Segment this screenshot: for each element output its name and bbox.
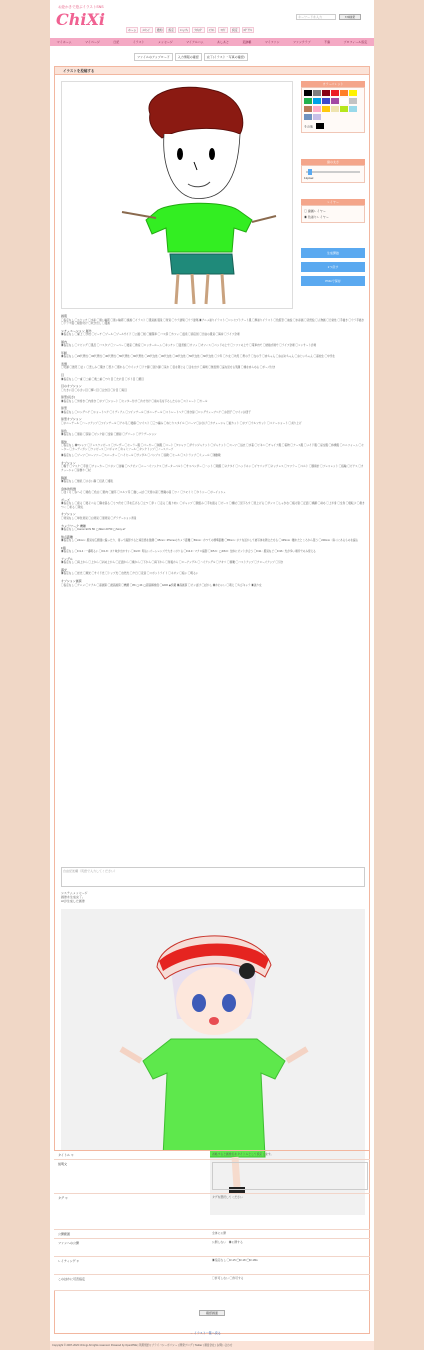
upload-steps: [134, 53, 248, 61]
subnav-config[interactable]: 設定: [231, 28, 238, 32]
option-group: [61, 314, 365, 326]
layer-line-radio[interactable]: ◯ 線画レイヤー: [304, 209, 326, 213]
subnav-notice[interactable]: 通知: [156, 28, 163, 32]
drawing-canvas[interactable]: [61, 81, 293, 309]
public-label: 公開範囲: [54, 1230, 210, 1238]
option-group: [61, 498, 365, 510]
public-select[interactable]: 全体に公開: [212, 1231, 226, 1235]
option-radio-list[interactable]: ◯指定なし ◯スケッチ ◯水彩 ◯黒い輪郭 ◯黒い輪郭 ◯線画 ◯イラスト ◯風景画 風景 ◯背景 ◯ウラ建築 ◯ウラ建築 ◉アニメ塗りイラスト ◯コンセプトアート風 ◯厚塗りイラスト ◯色鉛筆 ◯油絵 ◯水彩画 ◯突然絵 ◯人物画 ◯日常性 ◯手描き ◯ウラ手描き ◯ドラマ風 ◯陰影付け ◯吹き出し ◯漫画: [61, 318, 365, 326]
post-panel: [54, 66, 370, 1334]
color-swatch[interactable]: [304, 106, 312, 112]
palette-title: カラーパレット: [301, 81, 365, 87]
generate-button[interactable]: 生成開始: [301, 248, 365, 258]
description-cell: [210, 1160, 370, 1193]
option-radio-list[interactable]: ◉指定なし ◯24mm : 風景を広範囲に撮ったり、寄って撮影すると遠近感を強調 ◯35mm : iPhoneのカメラ距離 ◯50mm : かつての標準距離 ◯85mm : ボケを活かして被写体を際立たせる ◯135mm : 離れたところから狙う ◯200mm : 遠くにあるものを撮る: [61, 539, 359, 543]
nav-fanclub[interactable]: ファンクラブ: [292, 40, 311, 44]
logo-subtitle: お絵かきで遊ぶイラストSNS: [58, 5, 104, 9]
option-group-title: 屋内: [61, 339, 68, 344]
nav-mypage[interactable]: マイページ: [84, 40, 100, 44]
subnav-settings[interactable]: 設定: [168, 28, 175, 32]
option-group: [61, 395, 365, 403]
description-row: [54, 1160, 370, 1194]
nav-myfan[interactable]: マイファン: [264, 40, 280, 44]
system-message: [61, 891, 88, 903]
nav-footbook[interactable]: 足跡帳: [242, 40, 252, 44]
option-group: [61, 524, 365, 532]
nav-report[interactable]: 不審: [324, 40, 331, 44]
palette-other[interactable]: [304, 123, 362, 130]
undo-button[interactable]: 1つ戻す: [301, 262, 365, 272]
nav-myhome[interactable]: マイホーム: [56, 40, 72, 44]
color-swatch[interactable]: [313, 106, 321, 112]
option-radio-list[interactable]: ◉指定なし ◯一重 ◯二重 ◯奥二重 ◯つり目 ◯たれ目 ◯ジト目 ◯細目: [61, 377, 144, 381]
option-group: [61, 429, 365, 437]
rating-radio[interactable]: ◉指定なし ◯R-15 ◯R-18 ◯R-18G: [212, 1258, 258, 1262]
layer-title: レイヤー: [301, 199, 365, 205]
search-input[interactable]: キーワードを入力: [296, 14, 336, 20]
free-text-input[interactable]: 自由記述欄（英語で入力してください）: [61, 867, 365, 887]
header: [50, 0, 374, 38]
fan-label: ファンへの公開: [54, 1239, 210, 1256]
title-label: タイトル ＊: [54, 1151, 210, 1159]
color-swatch[interactable]: [349, 106, 357, 112]
option-group-title: アングル: [61, 556, 73, 561]
action-buttons: [301, 248, 365, 290]
option-group-title: 露光: [61, 567, 68, 572]
option-radio-list[interactable]: ◉指定なし ◯座る ◯寝そべる ◯胸を張る ◯うつ伏せ ◯手を広げる ◯立つ ◯歩く ◯走る ◯振り向く ◯ジャンプ ◯腕組み ◯手を振る ◯ピース ◯頬杖 ◯見下ろす ◯見上げる ◯ダンス ◯しゃがむ ◯後ろ姿 ◯正面 ◯横顔 ◯斜め ◯上半身 ◯全身 ◯寝転ぶ ◯抱きつく ◯祈る ◯敬礼: [61, 502, 365, 509]
tag-label: タグ ＊: [54, 1194, 210, 1229]
description-textarea[interactable]: [212, 1162, 368, 1190]
option-group: [61, 329, 365, 337]
option-group-title: 焦点距離: [61, 534, 74, 539]
ai-image-label: AIが生成した画像: [61, 899, 85, 903]
option-group-title: 服装: [61, 439, 68, 444]
option-group-title: オプション: [61, 512, 76, 517]
site-logo[interactable]: ChiXi: [56, 10, 105, 29]
nav-footprints[interactable]: あしあと: [216, 40, 229, 44]
line-width-value: 11pixel: [304, 176, 314, 180]
option-group: [61, 557, 365, 565]
cc-radio[interactable]: ◯許可しない ◯許可する: [212, 1276, 244, 1280]
option-group: [61, 340, 365, 348]
option-group: [61, 440, 365, 452]
option-radio-list[interactable]: ◉指定なし ◯Canon EOS 5D ◯Nikon D750 ◯Sony a7: [61, 528, 126, 532]
post-form: [54, 1150, 370, 1291]
nav-album[interactable]: マイアルバム: [186, 40, 204, 44]
option-group-title: ポーズ: [61, 497, 70, 502]
color-swatch[interactable]: [322, 98, 330, 104]
step-confirm: 入力情報の確認: [175, 53, 202, 61]
palette-other-label: その他: [304, 124, 314, 129]
option-group: [61, 373, 365, 381]
option-radio-list[interactable]: ◉指定なし ◯F/1.4 : 一番明るい ◯F/1.8 : ボケ味が出やすい ◯F/2.8 : 明るいズームレンズで大きくボケる ◯F/4.0 : マクロ撮影 ◯F/5.6 : ◯F/8.0 : 全体にピントが合う ◯F/11 : 風景など ◯F/16 : 光が多い場所でのみ使える: [61, 550, 316, 554]
option-radio-list[interactable]: ◉指定なし ◯真上から ◯上から ◯斜め上から ◯正面から ◯横から ◯下から ◯真下から ◯背後から ◯ローアングル ◯ハイアングル ◯アオリ ◯俯瞰 ◯バストアップ ◯クローズアップ ◯引き: [61, 561, 284, 565]
option-radio-list[interactable]: ◉指定なし ◯外巻き ◯内巻き ◯ボブ ◯ショート ◯センター分け ◯片方分け ◯前の毛を下ろしたもの ◯ストレート ◯カール: [61, 399, 208, 403]
option-group-title: 胸囲: [61, 475, 68, 480]
option-group-title: 髪色: [61, 428, 68, 433]
color-swatch[interactable]: [322, 90, 330, 96]
option-group-title: 髪型: [61, 406, 68, 411]
option-group: [61, 351, 365, 359]
option-radio-list[interactable]: ◉指定なし ◯屋上 ◯学校 ◯ビーチ ◯プール ◯プールサイド ◯公園 ◯街 ◯観覧車 ◯バス停 ◯カフェ ◯温泉 ◯商店街 ◯田舎の風景 ◯海岸 ◯ライブ会場: [61, 333, 240, 337]
page: [50, 0, 374, 1350]
option-radio-list[interactable]: ◉指定なし ◯リビング ◯風呂 ◯バスタブ ◯ソーベー ◯寝室 ◯教室 ◯ロッカールーム ◯キッチン ◯図書館 ◯カフェ ◯オフィス ◯ベッドの上で ◯ソファの上で ◯電車内で ◯結婚式場で ◯ライブ会場 ◯コンサート会場: [61, 344, 317, 348]
subnav-ranking[interactable]: ﾗﾝｷﾝｸﾞ: [194, 28, 203, 32]
nav-profile[interactable]: プロフィール設定: [343, 40, 368, 44]
step-complete: 完了(イラスト・写真の確認): [204, 53, 248, 61]
option-group: [61, 417, 365, 425]
option-radio-list[interactable]: ◯背景なし ◯単色背景 ◯白背景 ◯黒背景 ◯グラデーション背景: [61, 516, 137, 520]
option-radio-list[interactable]: ◯ボニーテール ◯ハーフアップ ◯ツインテール ◯アホ毛 ◯寝癖 ◯ツイスト ◯三つ編み ◯ねじりスタイル ◯パーマ ◯おさげ ◯カチューシャ ◯姫カット ◯ボブ ◯ウルフカット ◯ベリーショート ◯刈り上げ: [61, 421, 302, 425]
color-swatch[interactable]: [331, 90, 339, 96]
option-radio-list[interactable]: ◯笑顔 ◯微笑 ◯泣く ◯悲しみ ◯驚き ◯怒り ◯照れる ◯ウインク ◯ドヤ顔 ◯困り顔 ◯呆れ ◯目を閉じる ◯舌を出す ◯真剣 ◯無表情 ◯歯を見せる笑顔 ◯頬を赤らめる ◯ポーズ付き: [61, 366, 276, 370]
nav-message[interactable]: メッセージ: [157, 40, 173, 44]
color-swatch[interactable]: [313, 98, 321, 104]
color-swatch[interactable]: [349, 98, 357, 104]
nav-diary[interactable]: 日記: [113, 40, 120, 44]
layer-line-label: 線画レイヤー: [307, 209, 326, 213]
tag-row: [54, 1194, 370, 1230]
layer-color-label: 色塗りレイヤー: [307, 215, 329, 219]
prompt-options: [61, 314, 365, 590]
color-swatch[interactable]: [340, 90, 348, 96]
rating-row: [54, 1257, 370, 1275]
rating-label: レイティング ＊: [54, 1257, 210, 1274]
back-to-list-link[interactable]: → イラスト一覧へ戻る: [190, 1331, 221, 1335]
color-swatch[interactable]: [340, 98, 348, 104]
option-radio-list[interactable]: ◯指定なし ◯アニメ ◯リアル ◯高画質 ◯最高画質 ◯精細 ◯8K ◯4K ◯超高解像度 ◯HDR ◉綺麗 ◉高画質 ◯ピンぼけ ◯ぼかし ◉かわいい ◯萌え ◯ちびキャラ ◉美少女: [61, 583, 262, 587]
line-width-title: 線の太さ: [301, 159, 365, 165]
color-swatch[interactable]: [313, 90, 321, 96]
option-group-title: 髪型(長さ): [61, 395, 75, 400]
sketch-drawing: [62, 82, 292, 308]
title-row: [54, 1151, 370, 1160]
option-radio-list[interactable]: ◉指定なし ◯ブーツ ◯ローファー ◯スニーカー ◯ハイヒール ◯サンダル ◯パンプス ◯長靴 ◯ヒール ◯ストラップ ◯ミュール ◯運動靴: [61, 454, 221, 458]
public-row: [54, 1230, 370, 1239]
system-message-label: システムメッセージ: [61, 891, 88, 895]
layer-body: [301, 205, 365, 223]
subnav-message[interactable]: ﾒｯｾｰｼﾞ: [142, 28, 151, 32]
option-group-title: 表情: [61, 361, 68, 366]
footer: Copyright © 2007-2023 Chixi.jp All rights reserved. Powered by OpenPNE | 利用規約 | プライバシーポリシー | 開発ブログ | Twitter | 運営会社 | お問い合わせ: [50, 1341, 374, 1350]
option-group: [61, 384, 365, 392]
option-group: [61, 512, 365, 520]
option-group: [61, 546, 365, 554]
line-width-slider[interactable]: [306, 171, 360, 173]
layer-box: [301, 199, 365, 223]
option-group: [61, 406, 365, 414]
subnav-manga[interactable]: ﾏﾝｶﾞ: [220, 28, 226, 32]
option-group-title: シチュエーション 屋外: [61, 328, 92, 333]
option-group: [61, 476, 365, 484]
line-width-body: [301, 165, 365, 183]
panel-title: イラストを投稿する: [55, 67, 369, 75]
step-upload: ファイルのアップロード: [134, 53, 173, 61]
option-group-title: 目: [61, 373, 65, 378]
option-group: [61, 568, 365, 576]
option-radio-list[interactable]: ◯指定なし ◉Tシャツ ◯ドレスワンピース ◯ブレザー ◯セーラー服 ◯パーカー ◯制服 ◯コート ◯Yシャツ ◯ダウンジャケット ◯ジャケット ◯スーツ ◯浴衣 ◯水着 ◯ビキニ ◯チャイナ服 ◯着物 ◯ナース服 ◯メイド服 ◯巫女服 ◯体操服 ◯ユニフォーム ◯セーター ◯カーディガン ◯ワンピース ◯パジャマ ◯キャミソール ◯タンクトップ ◯ノースリーブ: [61, 444, 364, 451]
palette-box: [301, 81, 365, 133]
option-radio-list[interactable]: ◉指定なし ◯黒髪 ◯茶髪 ◯ピンク髪 ◯金髪 ◯銀髪 ◯グリーン ◯グラデーション: [61, 433, 157, 437]
option-group-title: 目のオプション: [61, 384, 82, 389]
color-swatch[interactable]: [349, 90, 357, 96]
option-group-title: 年齢: [61, 350, 68, 355]
option-radio-list[interactable]: ◉指定なし ◯無乳 ◯小さい胸 ◯巨乳 ◯爆乳: [61, 480, 114, 484]
cc-label: このほかに可否指定: [54, 1275, 210, 1290]
option-group: [61, 362, 365, 370]
palette-body: [301, 87, 365, 133]
option-group: [61, 487, 365, 495]
option-radio-list[interactable]: ◉指定なし ◯逆光 ◯順光 ◯サイド光 ◯トップ光 ◯自然光 ◯夕日 ◯夜景 ◯スポットライト ◯ネオン ◯暗い ◯明るい: [61, 572, 199, 576]
option-group-title: F値: [61, 545, 66, 550]
confirm-button[interactable]: 確認画面: [199, 1310, 225, 1316]
subnav-logout[interactable]: ﾛｸﾞｱｳﾄ: [243, 28, 252, 32]
option-radio-list[interactable]: ◯帽子 ◯マスク ◯手袋 ◯チョーカー ◯リボン ◯首輪 ◯ヘアピン ◯ニーハイソックス ◯ガーターベルト ◯サスペンダー ◯ハット ◯眼鏡 ◯ネクタイ ◯ヘッドホン ◯イヤリング ◯ネックレス ◯マフラー ◯ベルト ◯腕時計 ◯ブレスレット ◯指輪 ◯ピアス ◯カチューシャ ◯髪飾り ◯杖: [61, 465, 364, 472]
system-message-text: 画像を生成完了。: [61, 895, 86, 899]
option-group: [61, 461, 365, 473]
option-radio-list[interactable]: ◯大きい目 ◯小さい目 ◯輝く目 ◯泣き目 ◯片目 ◯両目: [61, 388, 127, 392]
option-group-title: 身体的特徴: [61, 486, 77, 491]
fan-row: [54, 1239, 370, 1257]
option-radio-list[interactable]: ◉指定なし ◯ロングヘア ◯ショートヘア ◯ミディアム ◯ツインテール ◯ポニーテール ◯ストレートヘア ◯巻き髪 ◯ロングウェーブヘア ◯お団子 ◯ツインお団子: [61, 410, 251, 414]
sub-navigation: [126, 27, 254, 33]
option-group-title: オプション画質: [61, 579, 82, 584]
fan-radio[interactable]: 公開しない ◉公開する: [212, 1240, 243, 1244]
color-palette: [304, 90, 362, 121]
color-swatch[interactable]: [322, 106, 330, 112]
current-color-swatch[interactable]: [316, 123, 324, 129]
cc-row: [54, 1275, 370, 1291]
color-swatch[interactable]: [313, 114, 321, 120]
subnav-illust[interactable]: ｲﾗｽﾄ: [208, 28, 215, 32]
option-group: [61, 579, 365, 587]
line-width-box: [301, 159, 365, 183]
description-label: 説明文: [54, 1160, 210, 1193]
option-group: [61, 535, 365, 543]
option-group: [61, 454, 365, 458]
color-swatch[interactable]: [304, 90, 312, 96]
subnav-community[interactable]: ｺﾐｭﾆﾃｨ: [180, 28, 189, 32]
color-swatch[interactable]: [304, 114, 312, 120]
nav-illust[interactable]: イラスト: [132, 40, 145, 44]
color-swatch[interactable]: [304, 98, 312, 104]
slider-handle[interactable]: [308, 169, 312, 175]
search-button[interactable]: ｽﾏﾎ検索: [339, 14, 361, 20]
main-navigation: [50, 38, 374, 46]
option-group-title: オプション: [61, 460, 76, 465]
save-png-button[interactable]: PNGで保存: [301, 276, 365, 286]
option-group-title: 画風: [61, 314, 68, 318]
option-radio-list[interactable]: ◉指定なし ◯20代男性 ◯30代男性 ◯40代男性 ◯50代男性 ◯60代男性 ◯20代女性 ◯30代女性 ◯40代女性 ◯50代女性 ◯60代女性 ◯少年 ◯少女 ◯幼児 ◯男の子 ◯女の子 ◯赤ちゃん ◯おばあちゃん ◯おじいちゃん ◯高校生 ◯中学生: [61, 355, 336, 359]
option-group-title: 髪型オプション: [61, 417, 82, 422]
option-group-title: カメラワーク 機種: [61, 523, 86, 528]
color-swatch[interactable]: [331, 98, 339, 104]
subnav-home[interactable]: ホーム: [128, 28, 137, 32]
layer-color-radio[interactable]: ◉ 色塗りレイヤー: [304, 215, 329, 219]
tag-select[interactable]: タグを選択してください: [212, 1195, 243, 1199]
option-radio-list[interactable]: ◯ほくろ ◯おへそ ◯褐色 ◯色白 ◯筋肉 ◯猫耳 ◯エルフ耳 ◯猫しっぽ ◯天使の羽 ◯悪魔の羽 ◯ツノ ◯ケモミミ ◯タトゥー ◯ボーイッシュ: [61, 491, 226, 495]
color-swatch[interactable]: [331, 106, 339, 112]
title-input[interactable]: 省略すると画像名をタイトルとして設定します。: [212, 1152, 274, 1156]
color-swatch[interactable]: [340, 106, 348, 112]
